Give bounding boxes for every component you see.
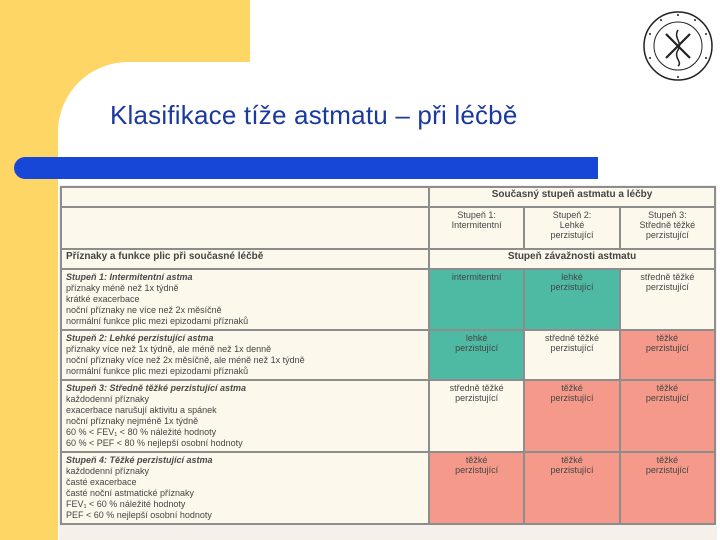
asthma-classification-table bbox=[60, 186, 716, 540]
symptoms-section-header: Příznaky a funkce plic při současné léčbě bbox=[61, 249, 429, 269]
step-header-1: Stupeň 1: Intermitentní bbox=[429, 207, 524, 249]
criteria-line: 60 % < PEF < 80 % nejlepší osobní hodnoty bbox=[66, 438, 243, 448]
criteria-line: noční příznaky více než 2x měsíčně, ale méně než 1x týdně bbox=[66, 355, 305, 365]
empty-corner-cell bbox=[61, 207, 429, 249]
severity-result-cell: středně těžké perzistující bbox=[620, 269, 715, 330]
severity-result-cell: intermitentní bbox=[429, 269, 524, 330]
current-step-header: Současný stupeň astmatu a léčby bbox=[429, 187, 715, 207]
severity-section-header: Stupeň závažnosti astmatu bbox=[429, 249, 715, 269]
severity-title: Stupeň 4: Těžké perzistující astma bbox=[66, 455, 213, 465]
severity-description-cell bbox=[61, 452, 429, 524]
criteria-line: normální funkce plic mezi epizodami příznaků bbox=[66, 316, 249, 326]
criteria-line: krátké exacerbace bbox=[66, 294, 140, 304]
severity-result-cell: středně těžké perzistující bbox=[429, 380, 524, 452]
step-header-3: Stupeň 3: Středně těžké perzistující bbox=[620, 207, 715, 249]
criteria-line: každodenní příznaky bbox=[66, 394, 150, 404]
severity-result-cell: středně těžké perzistující bbox=[524, 330, 619, 380]
criteria-line: příznaky méně než 1x týdně bbox=[66, 283, 179, 293]
step-header-2: Stupeň 2: Lehké perzistující bbox=[524, 207, 619, 249]
university-seal-icon bbox=[640, 8, 716, 84]
title-underline-bar bbox=[14, 157, 598, 179]
severity-title: Stupeň 2: Lehké perzistující astma bbox=[66, 333, 214, 343]
criteria-line: časté exacerbace bbox=[66, 477, 137, 487]
criteria-line: FEV₁ < 60 % náležité hodnoty bbox=[66, 499, 186, 509]
severity-description-cell bbox=[61, 380, 429, 452]
severity-result-cell: těžké perzistující bbox=[620, 452, 715, 524]
severity-title: Stupeň 3: Středně těžké perzistující astma bbox=[66, 383, 247, 393]
severity-description-cell bbox=[61, 330, 429, 380]
severity-result-cell: těžké perzistující bbox=[620, 330, 715, 380]
severity-result-cell: těžké perzistující bbox=[620, 380, 715, 452]
criteria-line: časté noční astmatické příznaky bbox=[66, 488, 195, 498]
severity-description-cell bbox=[61, 269, 429, 330]
table-row bbox=[61, 380, 715, 452]
criteria-line: exacerbace narušují aktivitu a spánek bbox=[66, 405, 217, 415]
criteria-line: noční příznaky nejméně 1x týdně bbox=[66, 416, 199, 426]
severity-result-cell: lehké perzistující bbox=[524, 269, 619, 330]
criteria-line: 60 % < FEV₁ < 80 % náležité hodnoty bbox=[66, 427, 217, 437]
criteria-line: příznaky více než 1x týdně, ale méně než 1x denně bbox=[66, 344, 272, 354]
table-row bbox=[61, 269, 715, 330]
criteria-line: každodenní příznaky bbox=[66, 466, 150, 476]
criteria-line: noční příznaky ne více než 2x měsíčně bbox=[66, 305, 222, 315]
severity-result-cell: těžké perzistující bbox=[524, 452, 619, 524]
table-row bbox=[61, 452, 715, 524]
criteria-line: PEF < 60 % nejlepší osobní hodnoty bbox=[66, 510, 212, 520]
severity-title: Stupeň 1: Intermitentní astma bbox=[66, 272, 193, 282]
severity-result-cell: těžké perzistující bbox=[429, 452, 524, 524]
table-row bbox=[61, 330, 715, 380]
severity-result-cell: lehké perzistující bbox=[429, 330, 524, 380]
empty-corner-cell bbox=[61, 187, 429, 207]
slide-title: Klasifikace tíže astmatu – při léčbě bbox=[110, 100, 518, 130]
severity-result-cell: těžké perzistující bbox=[524, 380, 619, 452]
criteria-line: normální funkce plic mezi epizodami příznaků bbox=[66, 366, 249, 376]
